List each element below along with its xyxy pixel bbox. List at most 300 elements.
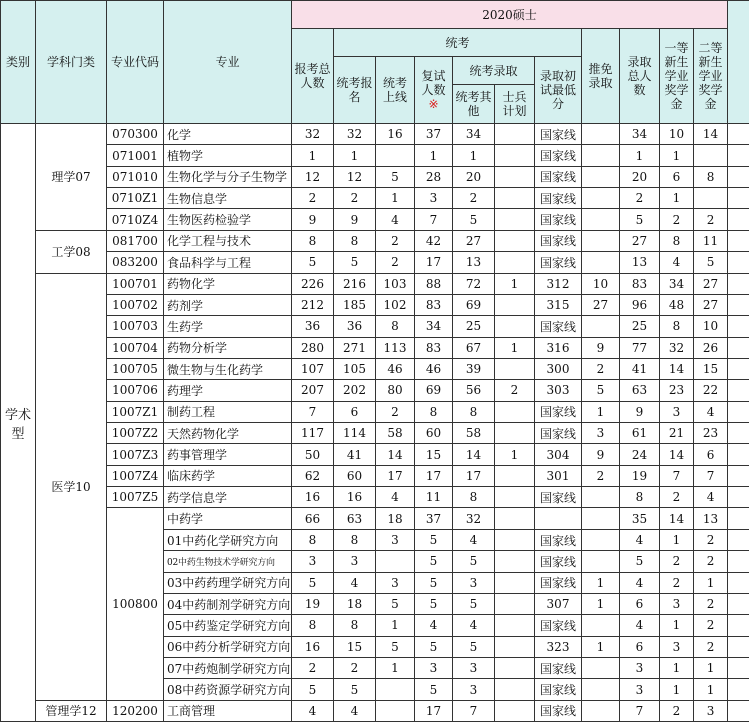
cell-exam-other: 72 [453,273,495,294]
cell-admit-total: 20 [620,166,660,187]
cell-exam-applicants: 16 [334,487,376,508]
cell-soldier-plan [495,230,535,251]
cell-code: 100701 [107,273,164,294]
cell-major: 药学信息学 [164,487,292,508]
cell-exam-other: 58 [453,423,495,444]
cell-exam-applicants: 36 [334,316,376,337]
cell-exempt [582,615,620,636]
cell-major: 工商管理 [164,700,292,721]
cell-edge [728,508,749,529]
header-exam-applicants: 统考报名 [334,57,376,124]
header-exam-other: 统考其他 [453,85,495,124]
table-header [1,1,749,124]
cell-exam-other: 5 [453,209,495,230]
cell-admit-total: 8 [620,487,660,508]
cell-code: 100704 [107,337,164,358]
cell-exam-passline: 103 [376,273,415,294]
cell-major: 04中药制剂学研究方向 [164,593,292,614]
header-exempt: 推免录取 [582,29,620,124]
cell-major: 生药学 [164,316,292,337]
cell-soldier-plan [495,615,535,636]
cell-scholarship-1: 34 [660,273,694,294]
cell-edge [728,551,749,572]
cell-exam-applicants: 4 [334,700,376,721]
cell-retest: 83 [415,294,453,315]
cell-retest: 46 [415,358,453,379]
cell-soldier-plan [495,551,535,572]
cell-admit-total: 13 [620,252,660,273]
cell-code: 070300 [107,124,164,145]
cell-exempt [582,124,620,145]
cell-exempt: 1 [582,572,620,593]
cell-soldier-plan [495,209,535,230]
cell-retest: 5 [415,593,453,614]
cell-exam-applicants: 32 [334,124,376,145]
cell-major: 中药学 [164,508,292,529]
cell-major: 食品科学与工程 [164,252,292,273]
category-cell: 学术型 [1,124,36,722]
cell-scholarship-1: 14 [660,358,694,379]
cell-retest: 5 [415,572,453,593]
cell-admit-total: 83 [620,273,660,294]
cell-exam-passline: 46 [376,358,415,379]
cell-exam-passline: 8 [376,316,415,337]
cell-exempt [582,145,620,166]
header-retest-mark: ※ [428,97,439,111]
cell-exam-applicants: 41 [334,444,376,465]
cell-exam-passline: 18 [376,508,415,529]
cell-exempt: 9 [582,337,620,358]
cell-exam-applicants: 15 [334,636,376,657]
header-scholarship-1: 一等新生学业奖学金 [660,29,694,124]
cell-scholarship-2: 4 [694,401,728,422]
cell-exam-applicants: 8 [334,529,376,550]
cell-exempt [582,657,620,678]
cell-major: 03中药药理学研究方向 [164,572,292,593]
cell-applicants-total: 7 [292,401,334,422]
cell-exam-applicants: 9 [334,209,376,230]
cell-exam-passline: 5 [376,636,415,657]
cell-code: 100706 [107,380,164,401]
cell-retest: 5 [415,551,453,572]
cell-retest: 37 [415,124,453,145]
cell-code: 081700 [107,230,164,251]
table-row [1,145,749,166]
cell-exam-other: 7 [453,700,495,721]
cell-applicants-total: 19 [292,593,334,614]
cell-scholarship-1: 14 [660,508,694,529]
cell-exam-passline [376,700,415,721]
cell-scholarship-1: 32 [660,337,694,358]
cell-major: 05中药鉴定学研究方向 [164,615,292,636]
cell-exam-applicants: 216 [334,273,376,294]
cell-code: 100703 [107,316,164,337]
cell-exam-applicants: 4 [334,572,376,593]
cell-major: 01中药化学研究方向 [164,529,292,550]
cell-exam-applicants: 2 [334,188,376,209]
cell-exam-passline: 17 [376,465,415,486]
cell-scholarship-1: 48 [660,294,694,315]
cell-edge [728,124,749,145]
cell-exempt: 2 [582,358,620,379]
cell-applicants-total: 36 [292,316,334,337]
cell-exam-applicants: 5 [334,252,376,273]
cell-edge [728,401,749,422]
cell-exam-other: 4 [453,529,495,550]
cell-scholarship-1: 23 [660,380,694,401]
cell-major: 微生物与生化药学 [164,358,292,379]
cell-exam-other: 56 [453,380,495,401]
cell-exam-other: 4 [453,615,495,636]
cell-scholarship-2: 14 [694,124,728,145]
cell-exam-applicants: 2 [334,657,376,678]
cell-scholarship-2: 2 [694,636,728,657]
cell-exam-other: 67 [453,337,495,358]
cell-exam-other: 5 [453,551,495,572]
header-year-group: 2020硕士 [292,1,728,29]
cell-exam-other: 8 [453,487,495,508]
cell-scholarship-1: 1 [660,188,694,209]
cell-exam-passline: 4 [376,487,415,508]
cell-admit-total: 19 [620,465,660,486]
cell-applicants-total: 32 [292,124,334,145]
cell-soldier-plan [495,700,535,721]
cell-soldier-plan [495,508,535,529]
cell-min-score: 315 [535,294,582,315]
cell-retest: 60 [415,423,453,444]
cell-applicants-total: 8 [292,615,334,636]
cell-exam-passline: 1 [376,615,415,636]
cell-soldier-plan [495,294,535,315]
cell-min-score: 国家线 [535,423,582,444]
cell-code: 120200 [107,700,164,721]
cell-exam-other: 27 [453,230,495,251]
cell-edge [728,423,749,444]
cell-exempt: 3 [582,423,620,444]
cell-scholarship-2: 1 [694,679,728,700]
cell-exempt: 1 [582,593,620,614]
cell-major: 生物信息学 [164,188,292,209]
cell-applicants-total: 16 [292,636,334,657]
cell-retest: 28 [415,166,453,187]
table-row [1,188,749,209]
cell-edge [728,679,749,700]
cell-min-score: 国家线 [535,316,582,337]
cell-soldier-plan [495,487,535,508]
cell-edge [728,593,749,614]
cell-scholarship-2: 1 [694,572,728,593]
cell-exam-applicants: 3 [334,551,376,572]
cell-admit-total: 41 [620,358,660,379]
cell-admit-total: 4 [620,615,660,636]
cell-scholarship-2: 4 [694,487,728,508]
cell-exam-passline [376,145,415,166]
cell-soldier-plan [495,572,535,593]
cell-exam-passline: 113 [376,337,415,358]
cell-exempt [582,487,620,508]
cell-min-score: 国家线 [535,188,582,209]
cell-exam-other: 69 [453,294,495,315]
cell-exempt [582,188,620,209]
cell-retest: 1 [415,145,453,166]
cell-exam-applicants: 1 [334,145,376,166]
cell-major: 植物学 [164,145,292,166]
cell-scholarship-2: 2 [694,529,728,550]
cell-scholarship-1: 3 [660,636,694,657]
cell-scholarship-2 [694,188,728,209]
cell-applicants-total: 2 [292,188,334,209]
cell-scholarship-1: 1 [660,145,694,166]
cell-exam-other: 1 [453,145,495,166]
cell-scholarship-1: 2 [660,551,694,572]
cell-exam-passline: 3 [376,529,415,550]
cell-min-score [535,508,582,529]
cell-soldier-plan [495,358,535,379]
cell-min-score: 国家线 [535,401,582,422]
cell-retest: 37 [415,508,453,529]
header-min-score: 录取初试最低分 [535,57,582,124]
cell-code: 0710Z4 [107,209,164,230]
cell-major: 药剂学 [164,294,292,315]
cell-scholarship-1: 1 [660,529,694,550]
cell-exam-other: 17 [453,465,495,486]
cell-scholarship-2: 11 [694,230,728,251]
cell-admit-total: 96 [620,294,660,315]
cell-exam-other: 8 [453,401,495,422]
cell-major: 临床药学 [164,465,292,486]
table-row [1,487,749,508]
cell-retest: 3 [415,188,453,209]
cell-exam-applicants: 271 [334,337,376,358]
cell-applicants-total: 66 [292,508,334,529]
cell-soldier-plan [495,423,535,444]
cell-code: 1007Z4 [107,465,164,486]
cell-min-score: 国家线 [535,166,582,187]
table-row [1,423,749,444]
cell-soldier-plan [495,166,535,187]
table-row [1,337,749,358]
table-row [1,380,749,401]
cell-soldier-plan [495,316,535,337]
cell-major: 药理学 [164,380,292,401]
cell-exam-other: 14 [453,444,495,465]
cell-exam-other: 13 [453,252,495,273]
table-row [1,401,749,422]
cell-retest: 8 [415,401,453,422]
cell-admit-total: 9 [620,401,660,422]
cell-exam-applicants: 5 [334,679,376,700]
table-row [1,209,749,230]
cell-scholarship-1: 8 [660,316,694,337]
cell-exam-passline: 4 [376,209,415,230]
cell-major: 化学 [164,124,292,145]
cell-exam-passline [376,551,415,572]
cell-min-score: 国家线 [535,529,582,550]
cell-admit-total: 3 [620,679,660,700]
cell-applicants-total: 212 [292,294,334,315]
table-row [1,166,749,187]
cell-scholarship-1: 6 [660,166,694,187]
cell-admit-total: 6 [620,636,660,657]
header-retest [415,57,453,124]
cell-exempt [582,316,620,337]
table-row [1,358,749,379]
cell-applicants-total: 2 [292,657,334,678]
cell-admit-total: 61 [620,423,660,444]
table-row [1,316,749,337]
cell-soldier-plan [495,252,535,273]
table-row [1,252,749,273]
cell-scholarship-1: 3 [660,593,694,614]
cell-admit-total: 77 [620,337,660,358]
header-unified-exam: 统考 [334,29,582,57]
cell-exempt: 10 [582,273,620,294]
cell-scholarship-2: 3 [694,700,728,721]
cell-applicants-total: 5 [292,572,334,593]
cell-admit-total: 3 [620,657,660,678]
cell-applicants-total: 207 [292,380,334,401]
cell-applicants-total: 5 [292,252,334,273]
cell-edge [728,529,749,550]
cell-admit-total: 24 [620,444,660,465]
cell-retest: 83 [415,337,453,358]
cell-admit-total: 25 [620,316,660,337]
cell-applicants-total: 3 [292,551,334,572]
cell-exempt [582,551,620,572]
table-row [1,508,749,529]
cell-exam-applicants: 185 [334,294,376,315]
cell-admit-total: 35 [620,508,660,529]
cell-retest: 5 [415,679,453,700]
cell-exam-applicants: 105 [334,358,376,379]
cell-edge [728,166,749,187]
cell-applicants-total: 5 [292,679,334,700]
cell-exam-passline: 1 [376,188,415,209]
cell-min-score: 301 [535,465,582,486]
cell-edge [728,572,749,593]
cell-min-score: 323 [535,636,582,657]
cell-edge [728,188,749,209]
cell-admit-total: 5 [620,209,660,230]
cell-soldier-plan [495,679,535,700]
cell-min-score: 国家线 [535,615,582,636]
cell-exam-other: 5 [453,636,495,657]
cell-exam-passline: 2 [376,230,415,251]
cell-code: 071010 [107,166,164,187]
header-exam-admit: 统考录取 [453,57,535,85]
cell-exam-passline [376,679,415,700]
header-major: 专业 [164,1,292,124]
header-scholarship-2: 二等新生学业奖学金 [694,29,728,124]
cell-min-score: 316 [535,337,582,358]
cell-soldier-plan: 2 [495,380,535,401]
cell-exam-applicants: 114 [334,423,376,444]
cell-retest: 5 [415,636,453,657]
table-body [1,124,749,722]
cell-soldier-plan [495,636,535,657]
cell-scholarship-1: 2 [660,209,694,230]
cell-applicants-total: 9 [292,209,334,230]
discipline-cell: 工学08 [36,230,107,273]
cell-scholarship-2: 27 [694,273,728,294]
cell-min-score: 国家线 [535,145,582,166]
cell-exam-other: 2 [453,188,495,209]
cell-scholarship-1: 3 [660,401,694,422]
cell-applicants-total: 8 [292,529,334,550]
cell-soldier-plan: 1 [495,273,535,294]
cell-scholarship-1: 7 [660,465,694,486]
cell-exempt: 2 [582,465,620,486]
cell-scholarship-2: 1 [694,657,728,678]
cell-scholarship-1: 14 [660,444,694,465]
cell-scholarship-1: 1 [660,679,694,700]
cell-scholarship-1: 1 [660,657,694,678]
cell-major: 药物化学 [164,273,292,294]
cell-scholarship-1: 2 [660,700,694,721]
cell-edge [728,145,749,166]
cell-exam-applicants: 202 [334,380,376,401]
cell-exam-passline: 58 [376,423,415,444]
cell-edge [728,700,749,721]
cell-edge [728,636,749,657]
cell-exempt: 1 [582,401,620,422]
cell-code: 1007Z1 [107,401,164,422]
header-edge [728,1,749,124]
cell-exempt [582,508,620,529]
cell-major: 06中药分析学研究方向 [164,636,292,657]
cell-code: 100800 [107,508,164,700]
cell-retest: 5 [415,529,453,550]
cell-scholarship-1: 2 [660,487,694,508]
discipline-cell: 管理学12 [36,700,107,721]
cell-major: 生物化学与分子生物学 [164,166,292,187]
cell-min-score: 300 [535,358,582,379]
cell-scholarship-2: 22 [694,380,728,401]
cell-min-score: 304 [535,444,582,465]
cell-code: 1007Z3 [107,444,164,465]
cell-scholarship-1: 4 [660,252,694,273]
cell-retest: 17 [415,700,453,721]
header-exam-passline: 统考上线 [376,57,415,124]
discipline-cell: 医学10 [36,273,107,700]
table-row [1,124,749,145]
cell-exam-other: 32 [453,508,495,529]
cell-applicants-total: 107 [292,358,334,379]
cell-code: 1007Z2 [107,423,164,444]
cell-admit-total: 4 [620,529,660,550]
cell-scholarship-2: 2 [694,551,728,572]
cell-edge [728,657,749,678]
cell-exam-other: 3 [453,657,495,678]
cell-exempt: 1 [582,636,620,657]
cell-soldier-plan [495,401,535,422]
cell-admit-total: 34 [620,124,660,145]
cell-exempt [582,679,620,700]
table-row [1,294,749,315]
cell-edge [728,487,749,508]
cell-retest: 17 [415,252,453,273]
cell-exam-passline: 2 [376,252,415,273]
cell-min-score: 国家线 [535,252,582,273]
cell-scholarship-1: 21 [660,423,694,444]
cell-soldier-plan [495,124,535,145]
cell-retest: 11 [415,487,453,508]
cell-scholarship-1: 10 [660,124,694,145]
cell-retest: 34 [415,316,453,337]
cell-retest: 17 [415,465,453,486]
cell-retest: 3 [415,657,453,678]
cell-scholarship-1: 2 [660,572,694,593]
